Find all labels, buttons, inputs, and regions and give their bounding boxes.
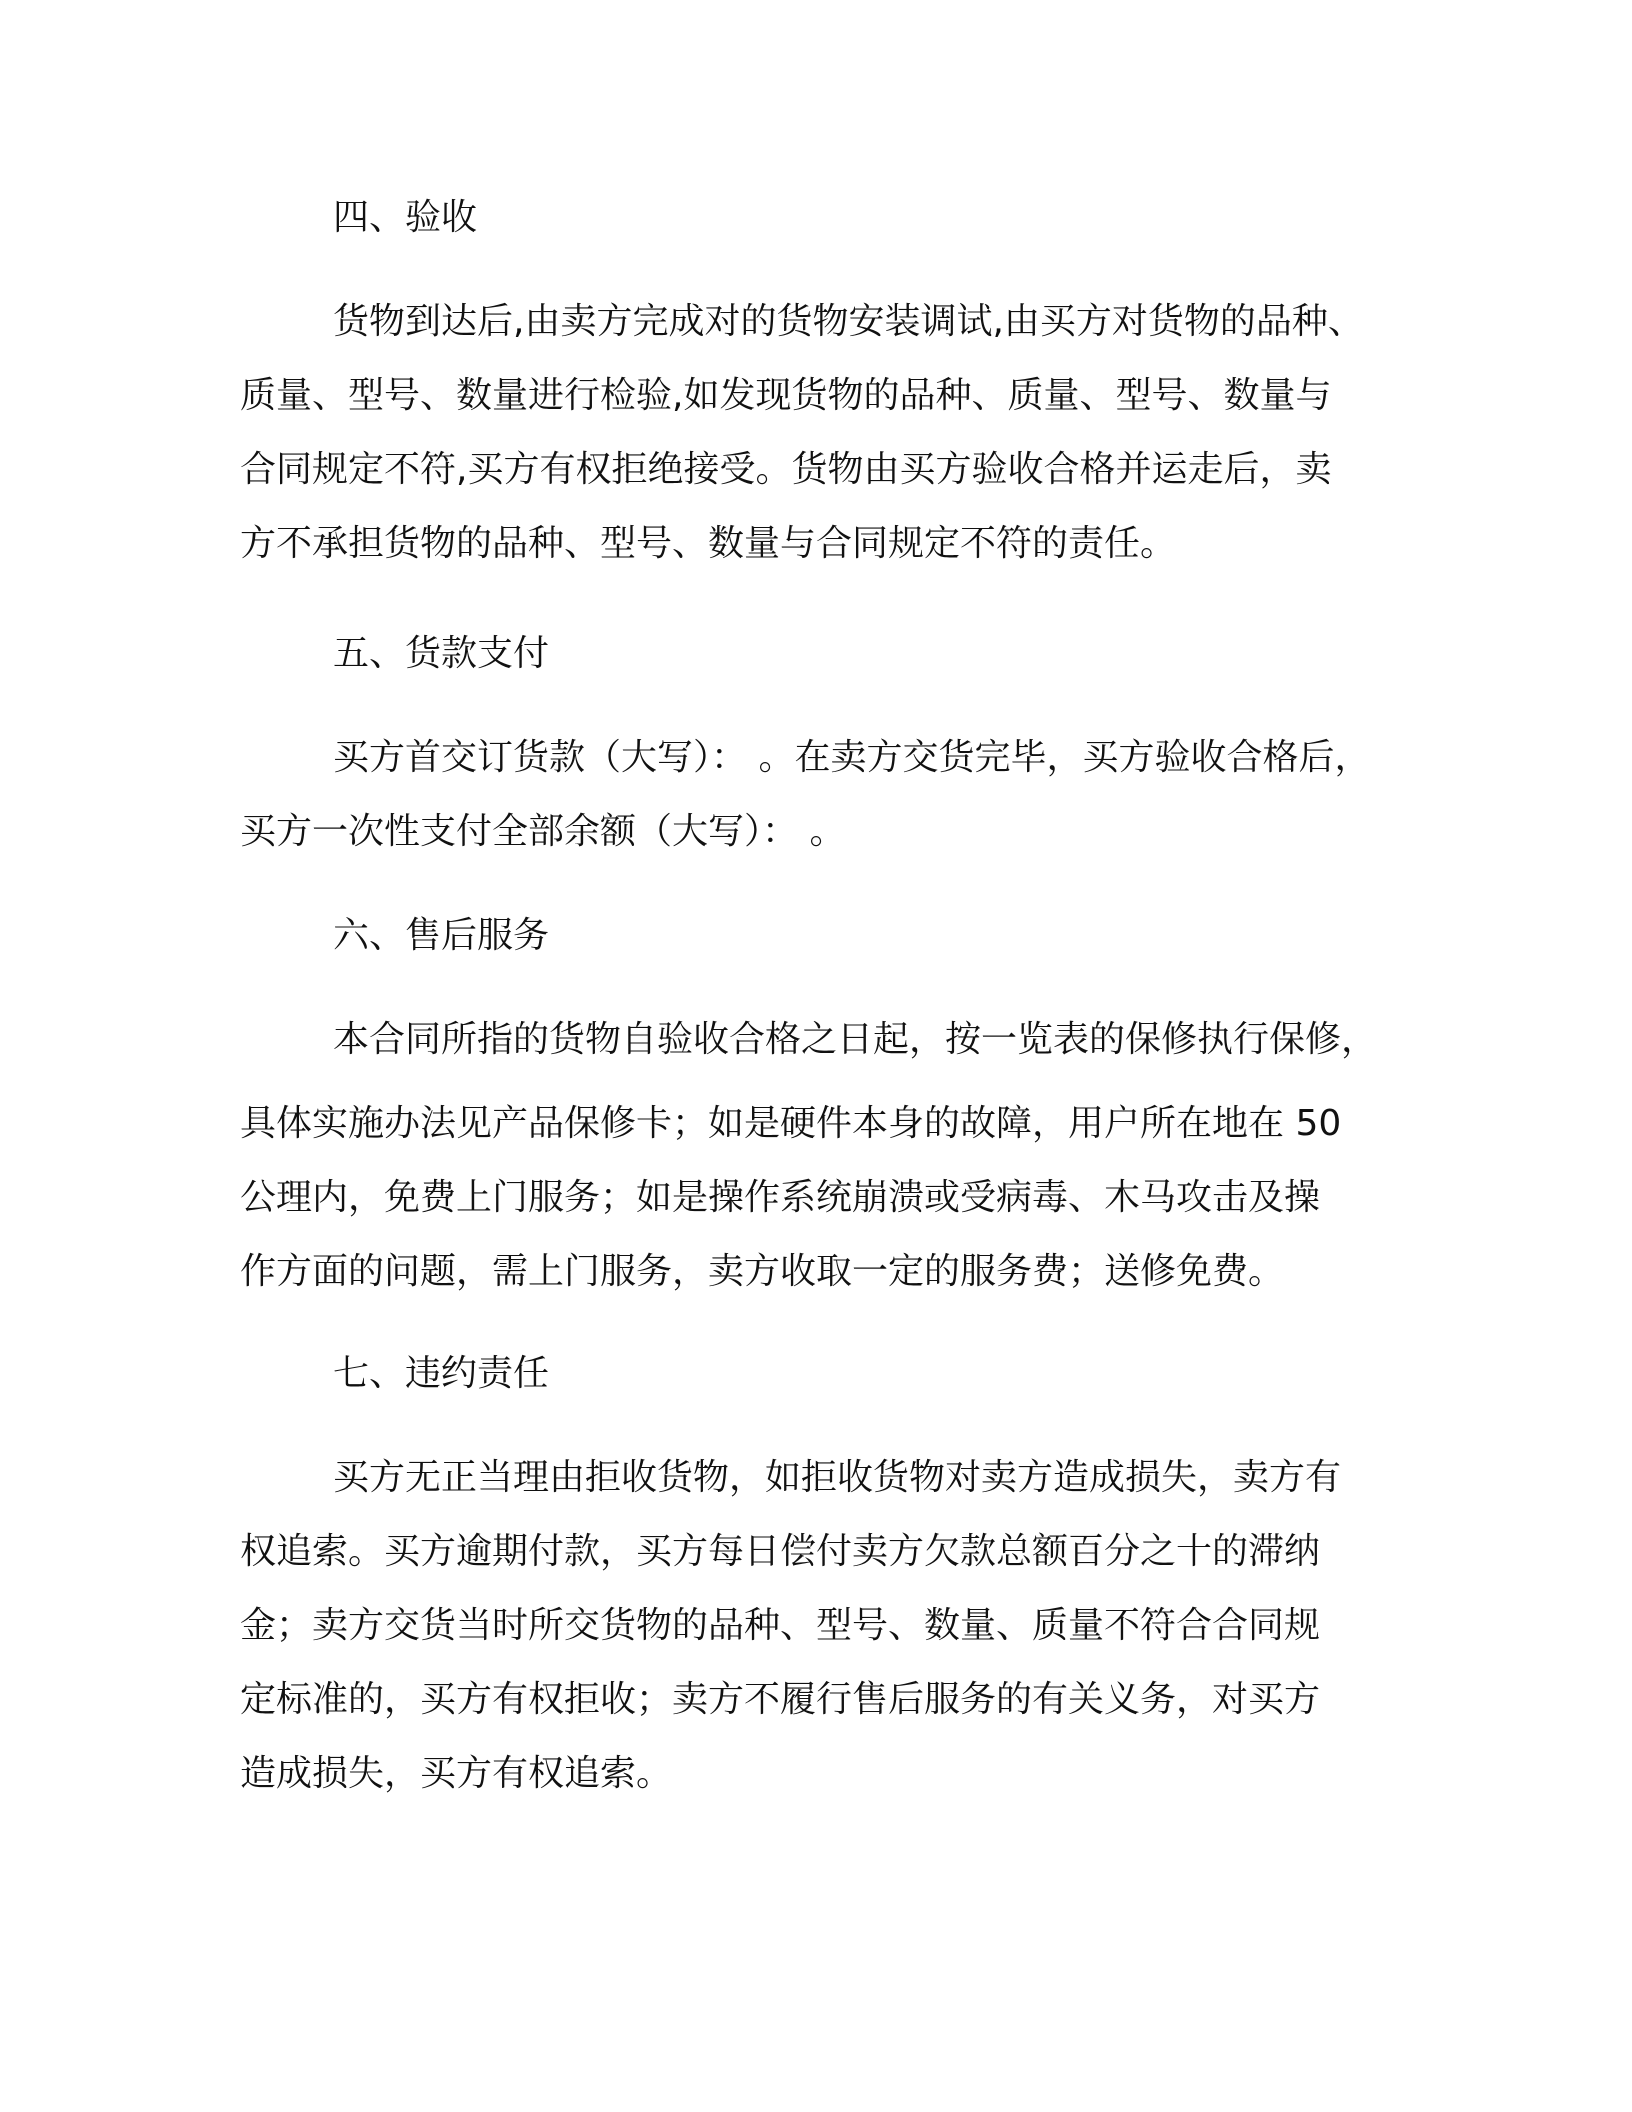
paragraph-line: 金；卖方交货当时所交货物的品种、型号、数量、质量不符合合同规	[240, 1605, 1321, 1646]
paragraph-line: 买方一次性支付全部余额（大写）： 。	[240, 811, 846, 852]
paragraph-line: 作方面的问题，需上门服务，卖方收取一定的服务费；送修免费。	[240, 1251, 1285, 1292]
section-heading-acceptance: 四、验收	[333, 197, 478, 238]
paragraph-line: 买方无正当理由拒收货物，如拒收货物对卖方造成损失，卖方有	[333, 1457, 1342, 1498]
section-heading-liability: 七、违约责任	[333, 1353, 550, 1394]
paragraph-line: 公理内，免费上门服务；如是操作系统崩溃或受病毒、木马攻击及操	[240, 1177, 1321, 1218]
paragraph-line: 方不承担货物的品种、型号、数量与合同规定不符的责任。	[240, 523, 1177, 564]
paragraph-line: 买方首交订货款（大写）： 。在卖方交货完毕，买方验收合格后，	[333, 737, 1371, 778]
paragraph-line: 质量、型号、数量进行检验,如发现货物的品种、质量、型号、数量与	[240, 375, 1332, 416]
paragraph-line: 本合同所指的货物自验收合格之日起，按一览表的保修执行保修，	[333, 1019, 1378, 1060]
paragraph-line: 定标准的，买方有权拒收；卖方不履行售后服务的有关义务，对买方	[240, 1679, 1321, 1720]
paragraph-line: 权追索。买方逾期付款，买方每日偿付卖方欠款总额百分之十的滞纳	[240, 1531, 1321, 1572]
section-heading-after-sales: 六、售后服务	[333, 915, 550, 956]
paragraph-line: 具体实施办法见产品保修卡；如是硬件本身的故障，用户所在地在 50	[240, 1103, 1342, 1144]
paragraph-line: 造成损失，买方有权追索。	[240, 1753, 673, 1794]
paragraph-line: 货物到达后,由卖方完成对的货物安装调试,由买方对货物的品种、	[333, 301, 1364, 342]
paragraph-line: 合同规定不符,买方有权拒绝接受。货物由买方验收合格并运走后，卖	[240, 449, 1332, 490]
section-heading-payment: 五、货款支付	[333, 633, 550, 674]
